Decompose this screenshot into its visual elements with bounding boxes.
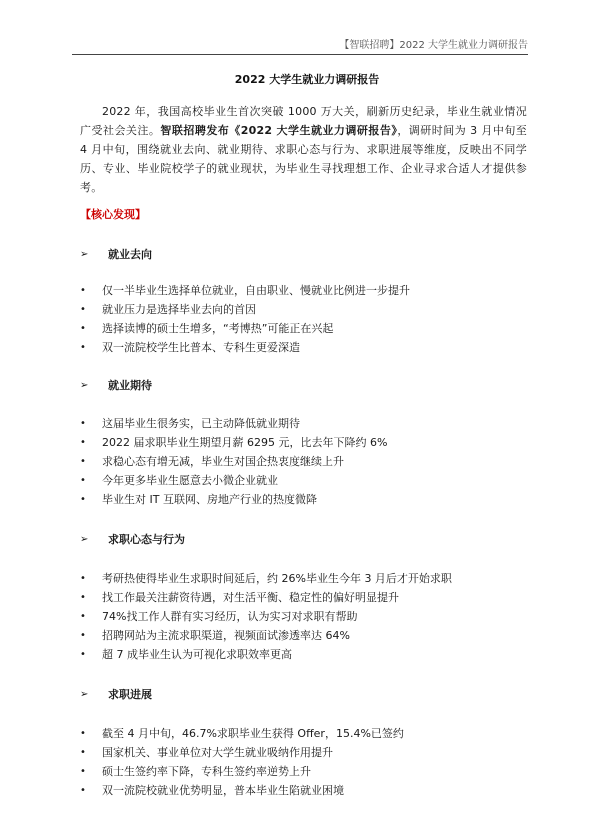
list-item-text: 今年更多毕业生愿意去小微企业就业 bbox=[102, 474, 278, 487]
list-item-text: 这届毕业生很务实，已主动降低就业期待 bbox=[102, 417, 300, 430]
bullet-icon: • bbox=[80, 766, 86, 777]
arrow-bullet-icon: ➢ bbox=[80, 248, 89, 260]
bullet-icon: • bbox=[80, 437, 86, 448]
list-item bbox=[80, 281, 410, 300]
intro-text-1: 2022 年，我国高校毕业生首次突破 1000 万大关，刷新历史纪录，毕业生就业情况广受社会关注。 bbox=[80, 105, 527, 137]
list-item-text: 双一流院校学生比普本、专科生更爱深造 bbox=[102, 341, 300, 354]
bullet-icon: • bbox=[80, 456, 86, 467]
bullet-icon: • bbox=[80, 285, 86, 296]
list-item-text: 硕士生签约率下降，专科生签约率逆势上升 bbox=[102, 765, 311, 778]
list-item-text: 找工作最关注薪资待遇，对生活平衡、稳定性的偏好明显提升 bbox=[102, 591, 399, 604]
list-item-text: 国家机关、事业单位对大学生就业吸纳作用提升 bbox=[102, 746, 333, 759]
list-item bbox=[80, 300, 410, 319]
section-heading-text: 求职进展 bbox=[108, 688, 152, 701]
bullet-list bbox=[80, 724, 404, 800]
list-item bbox=[80, 743, 404, 762]
bullet-icon: • bbox=[80, 342, 86, 353]
list-item-text: 考研热使得毕业生求职时间延后，约 26%毕业生今年 3 月后才开始求职 bbox=[102, 572, 452, 585]
bullet-icon: • bbox=[80, 418, 86, 429]
list-item bbox=[80, 319, 410, 338]
section-heading-text: 就业去向 bbox=[108, 248, 152, 261]
bullet-list bbox=[80, 414, 387, 509]
list-item bbox=[80, 588, 452, 607]
list-item-text: 就业压力是选择毕业去向的首因 bbox=[102, 303, 256, 316]
list-item bbox=[80, 490, 387, 509]
section-heading bbox=[80, 531, 185, 547]
list-item bbox=[80, 724, 404, 743]
list-item bbox=[80, 626, 452, 645]
list-item-text: 仅一半毕业生选择单位就业，自由职业、慢就业比例进一步提升 bbox=[102, 284, 410, 297]
list-item bbox=[80, 607, 452, 626]
bullet-icon: • bbox=[80, 785, 86, 796]
list-item-text: 选择读博的硕士生增多，“考博热”可能正在兴起 bbox=[102, 322, 334, 335]
arrow-bullet-icon: ➢ bbox=[80, 379, 89, 391]
list-item bbox=[80, 569, 452, 588]
list-item-text: 截至 4 月中旬，46.7%求职毕业生获得 Offer，15.4%已签约 bbox=[102, 727, 404, 740]
list-item bbox=[80, 762, 404, 781]
list-item bbox=[80, 433, 387, 452]
bullet-icon: • bbox=[80, 323, 86, 334]
intro-paragraph bbox=[80, 102, 527, 197]
report-title: 2022 大学生就业力调研报告 bbox=[234, 73, 380, 86]
section-heading-text: 就业期待 bbox=[108, 379, 152, 392]
list-item-text: 招聘网站为主流求职渠道，视频面试渗透率达 64% bbox=[102, 629, 350, 642]
section-heading bbox=[80, 686, 152, 702]
bullet-icon: • bbox=[80, 573, 86, 584]
bullet-icon: • bbox=[80, 728, 86, 739]
list-item-text: 双一流院校就业优势明显，普本毕业生陷就业困境 bbox=[102, 784, 344, 797]
list-item bbox=[80, 781, 404, 800]
core-findings-label: 【核心发现】 bbox=[80, 208, 146, 221]
section-heading bbox=[80, 377, 152, 393]
bullet-icon: • bbox=[80, 649, 86, 660]
bullet-icon: • bbox=[80, 747, 86, 758]
bullet-icon: • bbox=[80, 494, 86, 505]
arrow-bullet-icon: ➢ bbox=[80, 533, 89, 545]
list-item-text: 求稳心态有增无减，毕业生对国企热衷度继续上升 bbox=[102, 455, 344, 468]
section-heading-text: 求职心态与行为 bbox=[108, 533, 185, 546]
bullet-icon: • bbox=[80, 630, 86, 641]
section-heading bbox=[80, 246, 152, 262]
intro-text-2: ，调研时间为 3 月中旬至 4 月中旬，围绕就业去向、就业期待、求职心态与行为、求职进展等维度，反映出不同学历、专业、毕业院校学子的就业现状，为毕业生寻找理想工作、企业寻求合适人才提供参考。 bbox=[80, 124, 528, 194]
bullet-icon: • bbox=[80, 475, 86, 486]
list-item-text: 超 7 成毕业生认为可视化求职效率更高 bbox=[102, 648, 292, 661]
bullet-list bbox=[80, 281, 410, 357]
list-item-text: 毕业生对 IT 互联网、房地产行业的热度微降 bbox=[102, 493, 317, 506]
list-item-text: 2022 届求职毕业生期望月薪 6295 元，比去年下降约 6% bbox=[102, 436, 388, 449]
bullet-icon: • bbox=[80, 611, 86, 622]
running-header: 【智联招聘】2022 大学生就业力调研报告 bbox=[72, 36, 528, 55]
bullet-icon: • bbox=[80, 592, 86, 603]
list-item bbox=[80, 452, 387, 471]
bullet-list bbox=[80, 569, 452, 664]
list-item-text: 74%找工作人群有实习经历，认为实习对求职有帮助 bbox=[102, 610, 358, 623]
bullet-icon: • bbox=[80, 304, 86, 315]
list-item bbox=[80, 338, 410, 357]
intro-text-bold: 智联招聘发布《2022 大学生就业力调研报告》 bbox=[160, 124, 398, 137]
list-item bbox=[80, 414, 387, 433]
list-item bbox=[80, 471, 387, 490]
list-item bbox=[80, 645, 452, 664]
arrow-bullet-icon: ➢ bbox=[80, 688, 89, 700]
